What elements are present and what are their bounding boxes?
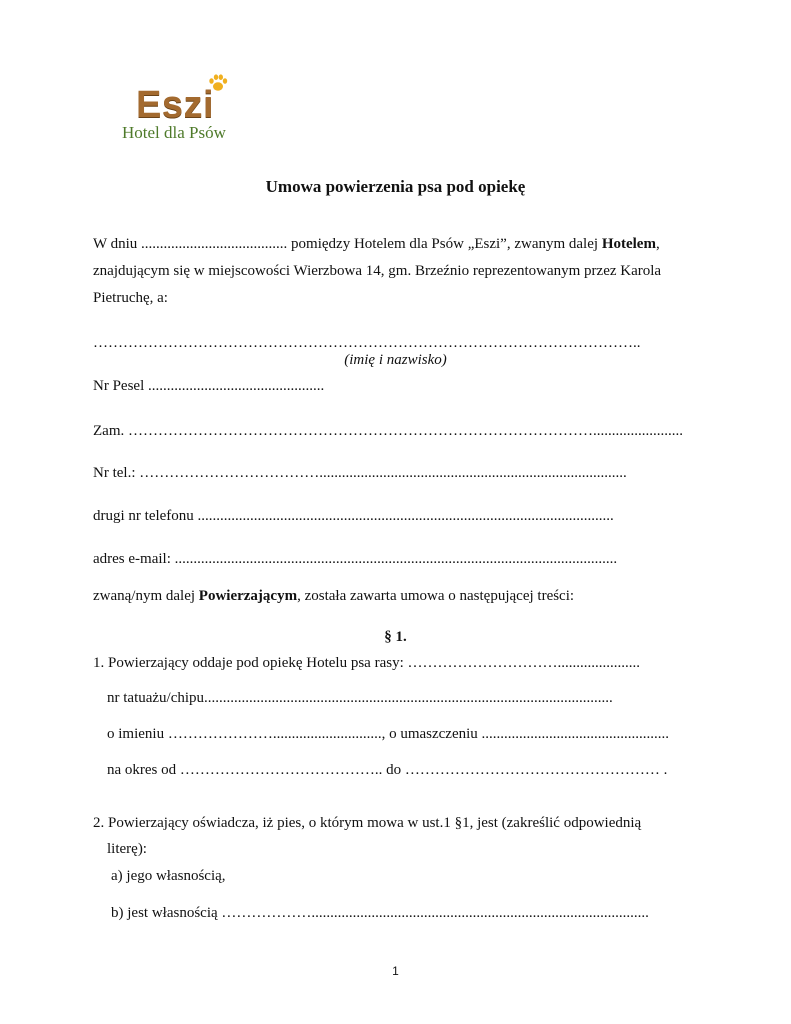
name-fill-line: ………………………………………………………………………………………………..: [93, 335, 641, 351]
option-b: b) jest własnością ………………..........................................................................................: [111, 905, 649, 921]
name-caption-text: (imię i nazwisko): [344, 352, 447, 368]
email-field: adres e-mail: ......................................................................................................................: [93, 551, 618, 567]
phone-field: Nr tel.: ………………………………..................................................................................: [93, 465, 627, 481]
option-a: a) jego własnością,: [111, 868, 226, 884]
closing-post: , została zawarta umowa o następującej treści:: [297, 588, 575, 604]
section-1-heading: § 1.: [384, 629, 407, 645]
address-field: Zam. …………………………………………………………………………………........................: [93, 423, 683, 439]
hotel-term: Hotelem: [601, 236, 656, 252]
page-number: 1: [392, 964, 399, 978]
ownership-line-2: literę):: [107, 841, 147, 857]
logo-wordmark: Eszi: [136, 84, 215, 126]
logo-subtitle: Hotel dla Psów: [122, 123, 226, 142]
breed-line: 1. Powierzający oddaje pod opiekę Hotelu psa rasy: …………………………......................: [93, 655, 640, 671]
closing-pre: zwaną/nym dalej: [93, 588, 199, 604]
name-caption: [0, 353, 791, 368]
intro-line-2: znajdującym się w miejscowości Wierzbowa 14, gm. Brzeźnio reprezentowanym przez Karola: [93, 263, 662, 279]
dog-name-line: o imieniu …………………............................., o umaszczeniu ..................................................: [107, 726, 670, 742]
second-phone-field: drugi nr telefonu ...............................................................................................................: [93, 508, 614, 524]
intro-line-3: Pietruchę, a:: [93, 290, 168, 306]
intro-line-1-text: W dniu ....................................... pomiędzy Hotelem dla Psów „Eszi”, zwanym dalej: [93, 236, 602, 252]
document-title: Umowa powierzenia psa pod opiekę: [265, 177, 526, 196]
pesel-field: Nr Pesel ...............................................: [93, 378, 325, 394]
hotel-logo: [120, 74, 245, 146]
intro-line-1-end: ,: [655, 236, 660, 252]
closing-line: [93, 589, 574, 604]
intro-line-1: [93, 237, 660, 252]
entrusting-term: Powierzającym: [198, 588, 298, 604]
ownership-line-1: 2. Powierzający oświadcza, iż pies, o którym mowa w ust.1 §1, jest (zakreślić odpowiednią: [93, 815, 642, 831]
period-line: na okres od ………………………………….. do …………………………………………… .: [107, 762, 668, 778]
chip-line: nr tatuażu/chipu.............................................................................................................: [107, 690, 613, 706]
